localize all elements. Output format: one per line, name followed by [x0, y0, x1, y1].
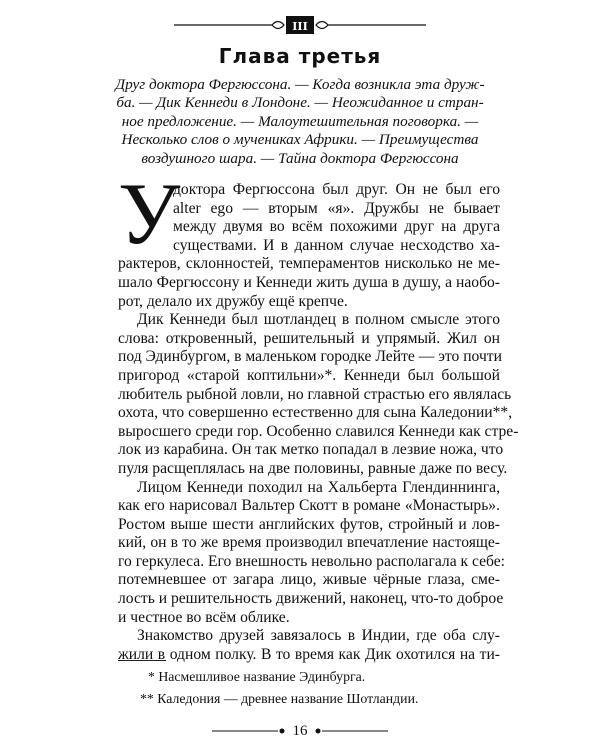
body-line: лок из карабина. Он так метко попадал в лезвие ножа, что: [118, 441, 504, 459]
body-line: го геркулеса. Его внешность невольно располагала к себе:: [118, 552, 506, 570]
body-line: рот, делало их дружбу ещё крепче.: [118, 292, 348, 310]
body-line: слова: откровенный, решительный и упрямый. Жил он: [118, 329, 500, 347]
body-line: кий, он в то же время производил впечатление настояще-: [118, 534, 500, 552]
body-line: охота, что совершенно естественно для сына Каледонии**,: [118, 404, 513, 422]
summary-line: воздушного шара. — Тайна доктора Фергюссона: [141, 149, 459, 167]
footnote: * Насмешливое название Эдинбурга.: [148, 669, 366, 684]
body-line: под Эдинбургом, в маленьком городке Лейте — это почти: [118, 348, 502, 366]
body-line: доктора Фергюссона был друг. Он не был его: [173, 181, 500, 198]
body-line: Лицом Кеннеди походил на Хальберта Глендиннинга,: [137, 478, 500, 496]
summary-line: ное предложение. — Малоутешительная поговорка. —: [121, 112, 479, 130]
summary-line: Друг доктора Фергюссона. — Когда возникла эта друж-: [115, 76, 485, 93]
body-line: и честное во всём облике.: [118, 608, 290, 626]
chapter-ornament: [172, 14, 428, 36]
body-line: выросшего среди гор. Особенно славился Кеннеди как стре-: [118, 422, 519, 440]
chapter-title: Глава третья: [218, 44, 382, 68]
page-number: 16: [292, 723, 308, 739]
body-line: лость и решительность движений, наконец, что-то доброе: [118, 590, 504, 608]
body-line: между двумя во всём похожими друг на друга: [173, 218, 500, 236]
body-line: пригород «старой коптильни»*. Кеннеди был большой: [118, 366, 500, 384]
summary-line: ба. — Дик Кеннеди в Лондоне. — Неожиданное и стран-: [116, 94, 484, 112]
body-line: рактеров, склонностей, темпераментов нисколько не ме-: [118, 255, 500, 273]
body-line: Ростом выше шести английских футов, стройный и лов-: [118, 515, 500, 533]
body-line: alter ego — вторым «я». Дружбы не бывает: [173, 199, 500, 217]
chapter-ornament-numeral: III: [292, 20, 308, 33]
body-line: как его нарисовал Вальтер Скотт в романе «Монастырь».: [118, 497, 500, 515]
footnote-divider: [118, 660, 166, 661]
body-line: жили в одном полку. В то время как Дик охотился на ти-: [118, 645, 500, 663]
body-text: [118, 181, 519, 664]
drop-cap: У: [118, 166, 181, 263]
body-line: Знакомство друзей завязалось в Индии, где оба слу-: [137, 627, 500, 645]
body-line: Дик Кеннеди был шотландец в полном смысле этого: [137, 311, 500, 329]
body-line: любитель рыбной ловли, но главной страстью его являлась: [118, 385, 512, 403]
body-line: существами. И в данном случае несходство ха-: [173, 236, 500, 254]
body-line: шало Фергюссону и Кеннеди жить душа в душу, а наобо-: [118, 273, 500, 291]
chapter-summary: [88, 76, 512, 168]
body-line: потемневшее от загара лицо, живые чёрные глаза, сме-: [118, 571, 500, 589]
summary-line: Несколько слов о мучениках Африки. — Преимущества: [121, 131, 479, 149]
footnote: ** Каледония — древнее название Шотландии.: [140, 691, 419, 706]
body-line: пуля расщеплялась на две половины, равные даже по весу.: [118, 459, 508, 477]
